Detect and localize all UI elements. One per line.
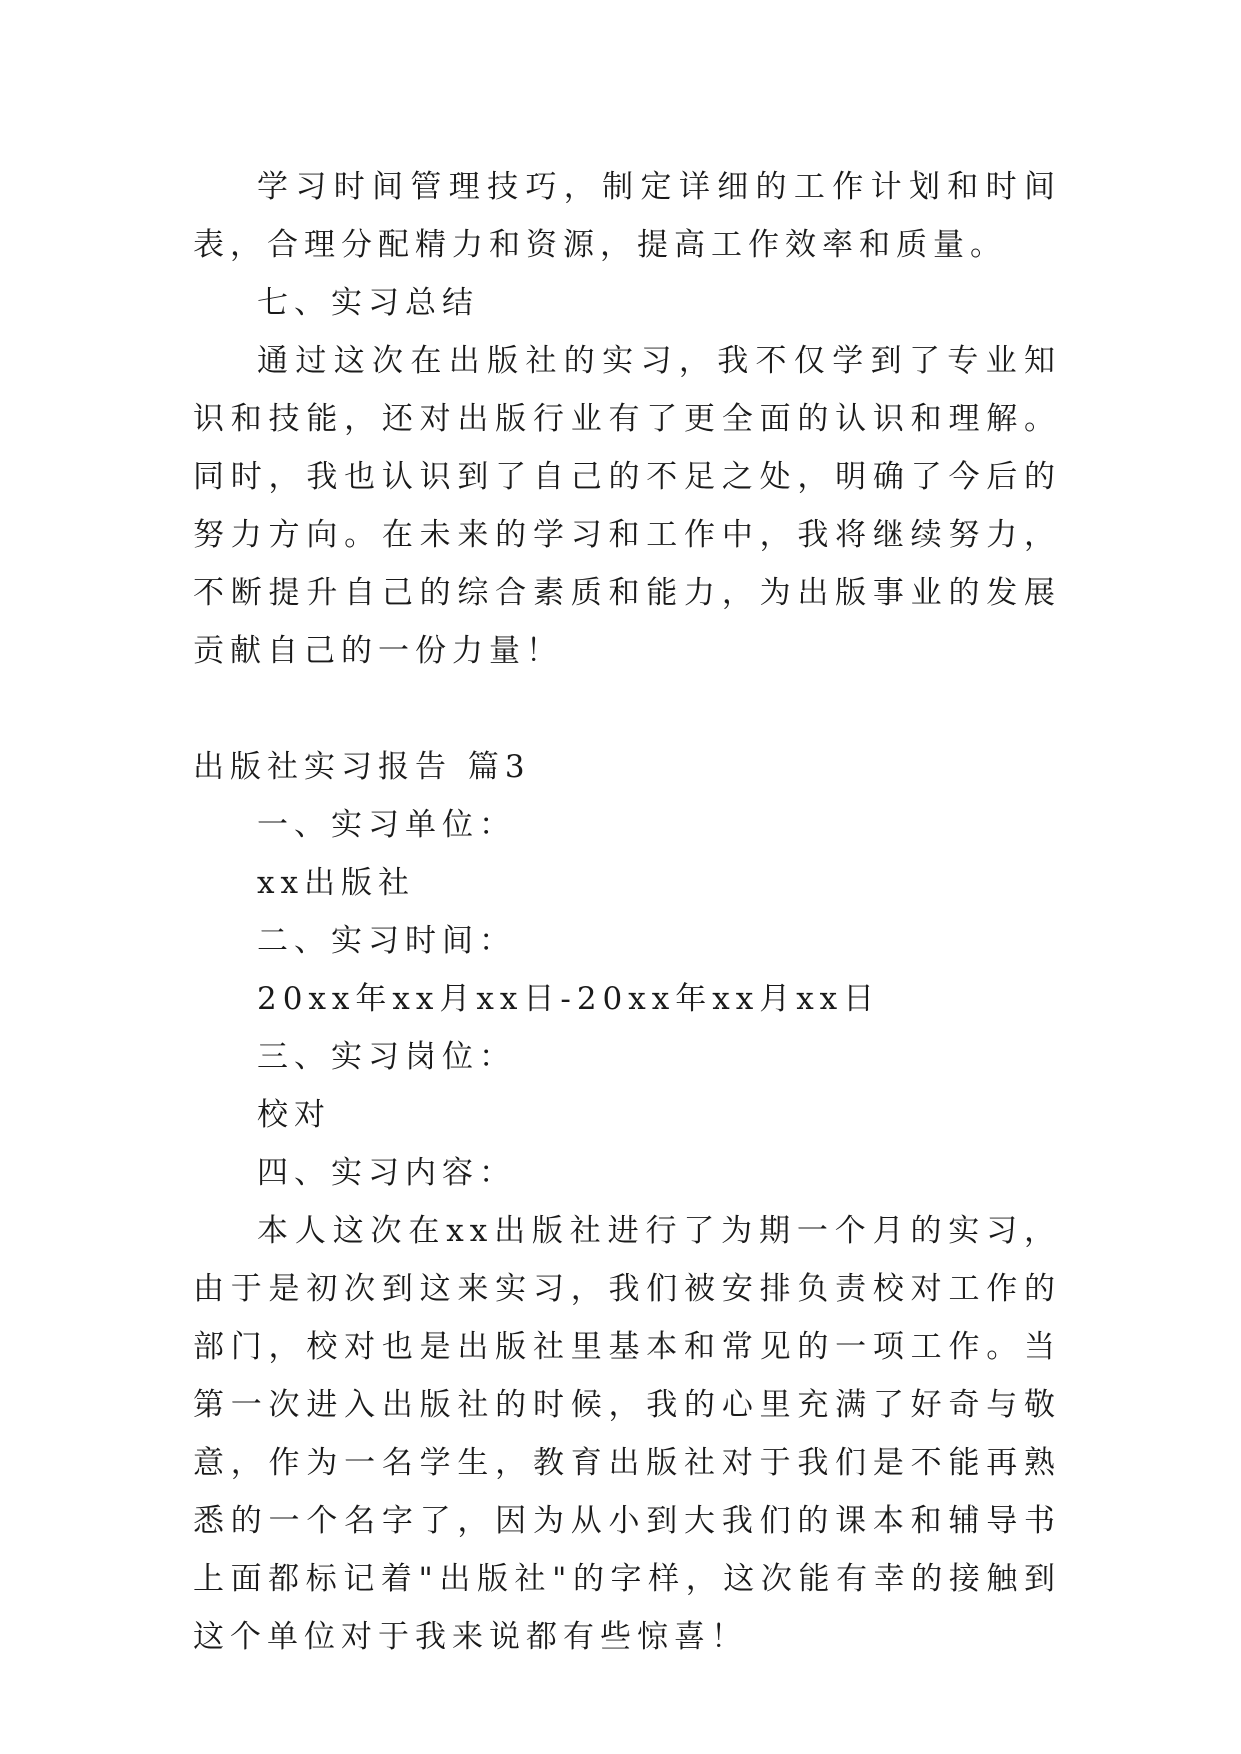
- document-page: [193, 158, 1061, 1666]
- paragraph-internship-summary: 通过这次在出版社的实习，我不仅学到了专业知识和技能，还对出版行业有了更全面的认识和理解。同时，我也认识到了自己的不足之处，明确了今后的努力方向。在未来的学习和工作中，我将继续努力，不断提升自己的综合素质和能力，为出版事业的发展贡献自己的一份力量！: [193, 343, 1061, 669]
- report-title: 出版社实习报告 篇3: [193, 749, 531, 785]
- heading-internship-unit: 一、实习单位：: [257, 807, 516, 843]
- internship-unit-value: xx出版社: [257, 865, 415, 901]
- paragraph-time-management: 学习时间管理技巧，制定详细的工作计划和时间表，合理分配精力和资源，提高工作效率和质量。: [193, 169, 1061, 263]
- internship-time-value: 20xx年xx月xx日-20xx年xx月xx日: [257, 981, 881, 1017]
- heading-internship-summary: 七、实习总结: [257, 285, 479, 321]
- internship-post-value: 校对: [257, 1097, 331, 1133]
- heading-internship-content: 四、实习内容：: [257, 1155, 516, 1191]
- paragraph-internship-content: 本人这次在xx出版社进行了为期一个月的实习，由于是初次到这来实习，我们被安排负责校对工作的部门，校对也是出版社里基本和常见的一项工作。当第一次进入出版社的时候，我的心里充满了好奇与敬意，作为一名学生，教育出版社对于我们是不能再熟悉的一个名字了，因为从小到大我们的课本和辅导书上面都标记着"出版社"的字样，这次能有幸的接触到这个单位对于我来说都有些惊喜！: [193, 1213, 1061, 1655]
- heading-internship-time: 二、实习时间：: [257, 923, 516, 959]
- heading-internship-post: 三、实习岗位：: [257, 1039, 516, 1075]
